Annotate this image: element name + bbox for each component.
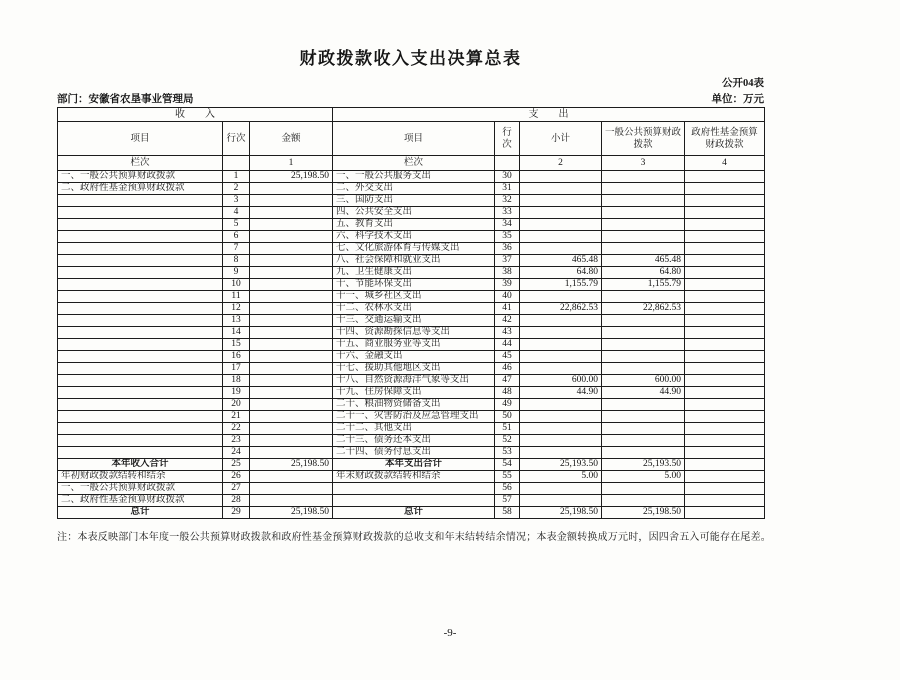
- expenditure-general-cell: 22,862.53: [602, 303, 685, 315]
- income-amount-cell: [250, 387, 333, 399]
- income-amount-cell: [250, 315, 333, 327]
- expenditure-subtotal-cell: [520, 363, 602, 375]
- expenditure-subtotal-cell: 600.00: [520, 375, 602, 387]
- income-amount-cell: [250, 423, 333, 435]
- expenditure-govfund-cell: [685, 459, 765, 471]
- income-item-cell: [58, 435, 223, 447]
- expenditure-govfund-cell: [685, 375, 765, 387]
- expenditure-line-cell: 34: [495, 219, 520, 231]
- income-amount-cell: [250, 195, 333, 207]
- expenditure-subtotal-cell: [520, 435, 602, 447]
- expenditure-line-cell: 38: [495, 267, 520, 279]
- table-row: [58, 267, 765, 279]
- income-amount-cell: [250, 267, 333, 279]
- income-line-cell: 26: [223, 471, 250, 483]
- table-row: [58, 471, 765, 483]
- table-body: [58, 171, 765, 519]
- income-line-header: 行次: [223, 122, 250, 156]
- expenditure-govfund-cell: [685, 363, 765, 375]
- income-item-cell: [58, 291, 223, 303]
- income-amount-cell: [250, 243, 333, 255]
- income-item-cell: [58, 447, 223, 459]
- expenditure-item-cell: 年末财政拨款结转和结余: [333, 471, 495, 483]
- income-line-cell: 6: [223, 231, 250, 243]
- expenditure-govfund-cell: [685, 315, 765, 327]
- column-header-row: [58, 122, 765, 156]
- expenditure-item-cell: 九、卫生健康支出: [333, 267, 495, 279]
- income-line-cell: 18: [223, 375, 250, 387]
- expenditure-line-cell: 47: [495, 375, 520, 387]
- expenditure-line-cell: 46: [495, 363, 520, 375]
- income-line-cell: 14: [223, 327, 250, 339]
- income-amount-cell: [250, 399, 333, 411]
- expenditure-line-cell: 31: [495, 183, 520, 195]
- expenditure-section-header: 支 出: [333, 108, 765, 122]
- income-line-cell: 1: [223, 171, 250, 183]
- expenditure-subtotal-cell: [520, 315, 602, 327]
- table-row: [58, 279, 765, 291]
- expenditure-subtotal-cell: 44.90: [520, 387, 602, 399]
- income-amount-cell: [250, 207, 333, 219]
- meta-line: [57, 91, 764, 106]
- expenditure-line-cell: 32: [495, 195, 520, 207]
- table-row: [58, 195, 765, 207]
- expenditure-govfund-cell: [685, 303, 765, 315]
- expenditure-line-cell: 33: [495, 207, 520, 219]
- expenditure-govfund-cell: [685, 195, 765, 207]
- expenditure-general-cell: 44.90: [602, 387, 685, 399]
- final-accounts-table: [57, 107, 765, 519]
- income-amount-cell: [250, 291, 333, 303]
- expenditure-general-cell: [602, 435, 685, 447]
- expenditure-line-cell: 37: [495, 255, 520, 267]
- expenditure-govfund-cell: [685, 387, 765, 399]
- document-sheet: [57, 44, 771, 543]
- table-row: [58, 483, 765, 495]
- expenditure-general-cell: [602, 351, 685, 363]
- income-amount-cell: [250, 303, 333, 315]
- income-item-cell: [58, 255, 223, 267]
- expenditure-item-cell: 五、教育支出: [333, 219, 495, 231]
- table-row: [58, 507, 765, 519]
- table-row: [58, 243, 765, 255]
- expenditure-line-cell: 53: [495, 447, 520, 459]
- income-amount-cell: [250, 231, 333, 243]
- table-row: [58, 363, 765, 375]
- expenditure-subtotal-cell: [520, 231, 602, 243]
- income-amount-cell: [250, 495, 333, 507]
- income-item-cell: [58, 387, 223, 399]
- expenditure-general-cell: [602, 339, 685, 351]
- table-row: [58, 315, 765, 327]
- income-item-cell: 总计: [58, 507, 223, 519]
- table-row: [58, 291, 765, 303]
- expenditure-govfund-cell: [685, 471, 765, 483]
- income-item-header: 项目: [58, 122, 223, 156]
- income-line-cell: 19: [223, 387, 250, 399]
- expenditure-line-cell: 51: [495, 423, 520, 435]
- expenditure-line-cell: 36: [495, 243, 520, 255]
- income-line-cell: 7: [223, 243, 250, 255]
- expenditure-govfund-cell: [685, 447, 765, 459]
- income-line-cell: 20: [223, 399, 250, 411]
- income-item-cell: [58, 351, 223, 363]
- expenditure-general-cell: [602, 447, 685, 459]
- expenditure-item-cell: 十三、交通运输支出: [333, 315, 495, 327]
- income-line-cell: 5: [223, 219, 250, 231]
- expenditure-item-header: 项目: [333, 122, 495, 156]
- expenditure-govfund-cell: [685, 219, 765, 231]
- table-row: [58, 447, 765, 459]
- table-row: [58, 231, 765, 243]
- column-index-row: [58, 156, 765, 171]
- expenditure-line-cell: 39: [495, 279, 520, 291]
- expenditure-govfund-cell: [685, 411, 765, 423]
- expenditure-subtotal-cell: [520, 183, 602, 195]
- expenditure-govfund-index: 4: [685, 156, 765, 171]
- expenditure-subtotal-cell: [520, 399, 602, 411]
- expenditure-item-cell: 二十三、债务还本支出: [333, 435, 495, 447]
- expenditure-general-budget-header: 一般公共预算财政拨款: [602, 122, 685, 156]
- income-item-cell: 二、政府性基金预算财政拨款: [58, 183, 223, 195]
- expenditure-govfund-cell: [685, 231, 765, 243]
- income-line-cell: 23: [223, 435, 250, 447]
- income-line-cell: 17: [223, 363, 250, 375]
- table-row: [58, 219, 765, 231]
- income-item-index: 栏次: [58, 156, 223, 171]
- income-item-cell: [58, 423, 223, 435]
- income-item-cell: 本年收入合计: [58, 459, 223, 471]
- income-item-cell: [58, 267, 223, 279]
- expenditure-line-cell: 40: [495, 291, 520, 303]
- expenditure-item-index: 栏次: [333, 156, 495, 171]
- expenditure-subtotal-cell: [520, 291, 602, 303]
- department-label: 部门：安徽省农垦事业管理局: [57, 94, 194, 105]
- expenditure-subtotal-header: 小计: [520, 122, 602, 156]
- expenditure-line-cell: 45: [495, 351, 520, 363]
- expenditure-item-cell: 二、外交支出: [333, 183, 495, 195]
- income-item-cell: 一、一般公共预算财政拨款: [58, 483, 223, 495]
- expenditure-govfund-cell: [685, 495, 765, 507]
- expenditure-general-cell: [602, 243, 685, 255]
- table-row: [58, 207, 765, 219]
- income-item-cell: [58, 375, 223, 387]
- income-line-cell: 3: [223, 195, 250, 207]
- expenditure-general-cell: [602, 207, 685, 219]
- expenditure-govfund-cell: [685, 435, 765, 447]
- expenditure-general-index: 3: [602, 156, 685, 171]
- expenditure-item-cell: 二十一、灾害防治及应急管理支出: [333, 411, 495, 423]
- expenditure-general-cell: 64.80: [602, 267, 685, 279]
- income-amount-cell: [250, 483, 333, 495]
- income-item-cell: [58, 207, 223, 219]
- expenditure-govfund-cell: [685, 279, 765, 291]
- expenditure-line-cell: 35: [495, 231, 520, 243]
- expenditure-item-cell: 十九、住房保障支出: [333, 387, 495, 399]
- expenditure-general-cell: [602, 495, 685, 507]
- expenditure-general-cell: [602, 399, 685, 411]
- expenditure-subtotal-cell: [520, 447, 602, 459]
- expenditure-govfund-cell: [685, 243, 765, 255]
- table-row: [58, 459, 765, 471]
- expenditure-item-cell: 十八、自然资源海洋气象等支出: [333, 375, 495, 387]
- expenditure-govfund-cell: [685, 507, 765, 519]
- income-line-cell: 27: [223, 483, 250, 495]
- expenditure-line-cell: 50: [495, 411, 520, 423]
- expenditure-subtotal-cell: 465.48: [520, 255, 602, 267]
- income-amount-header: 金额: [250, 122, 333, 156]
- expenditure-line-cell: 52: [495, 435, 520, 447]
- income-item-cell: [58, 339, 223, 351]
- expenditure-line-cell: 49: [495, 399, 520, 411]
- income-amount-cell: 25,198.50: [250, 459, 333, 471]
- expenditure-line-cell: 58: [495, 507, 520, 519]
- expenditure-subtotal-cell: [520, 423, 602, 435]
- expenditure-item-cell: 二十、粮油物资储备支出: [333, 399, 495, 411]
- expenditure-item-cell: 十一、城乡社区支出: [333, 291, 495, 303]
- income-amount-cell: [250, 255, 333, 267]
- income-item-cell: 年初财政拨款结转和结余: [58, 471, 223, 483]
- expenditure-line-index: [495, 156, 520, 171]
- income-item-cell: [58, 195, 223, 207]
- document-page: [0, 44, 900, 680]
- expenditure-govfund-cell: [685, 291, 765, 303]
- expenditure-line-cell: 30: [495, 171, 520, 183]
- expenditure-item-cell: 十七、援助其他地区支出: [333, 363, 495, 375]
- income-amount-cell: [250, 447, 333, 459]
- expenditure-govfund-budget-header: 政府性基金预算财政拨款: [685, 122, 765, 156]
- expenditure-line-cell: 56: [495, 483, 520, 495]
- table-row: [58, 255, 765, 267]
- income-line-index: [223, 156, 250, 171]
- expenditure-general-cell: [602, 231, 685, 243]
- expenditure-govfund-cell: [685, 255, 765, 267]
- expenditure-item-cell: 本年支出合计: [333, 459, 495, 471]
- income-line-cell: 9: [223, 267, 250, 279]
- expenditure-general-cell: 465.48: [602, 255, 685, 267]
- expenditure-govfund-cell: [685, 339, 765, 351]
- expenditure-general-cell: [602, 327, 685, 339]
- footnote: 注：本表反映部门本年度一般公共预算财政拨款和政府性基金预算财政拨款的总收支和年末结转结余情况；本表金额转换成万元时，因四舍五入可能存在尾差。: [57, 532, 771, 543]
- expenditure-line-cell: 57: [495, 495, 520, 507]
- expenditure-item-cell: 四、公共安全支出: [333, 207, 495, 219]
- expenditure-item-cell: 总计: [333, 507, 495, 519]
- table-row: [58, 423, 765, 435]
- expenditure-general-cell: [602, 219, 685, 231]
- income-item-cell: [58, 315, 223, 327]
- income-line-cell: 16: [223, 351, 250, 363]
- table-row: [58, 339, 765, 351]
- expenditure-item-cell: 十二、农林水支出: [333, 303, 495, 315]
- income-line-cell: 2: [223, 183, 250, 195]
- income-amount-index: 1: [250, 156, 333, 171]
- table-row: [58, 183, 765, 195]
- table-row: [58, 435, 765, 447]
- table-row: [58, 495, 765, 507]
- income-item-cell: [58, 219, 223, 231]
- expenditure-general-cell: [602, 423, 685, 435]
- expenditure-subtotal-cell: 25,198.50: [520, 507, 602, 519]
- income-item-cell: [58, 243, 223, 255]
- expenditure-line-header: 行次: [495, 122, 520, 156]
- expenditure-general-cell: 1,155.79: [602, 279, 685, 291]
- expenditure-subtotal-cell: [520, 483, 602, 495]
- income-line-cell: 13: [223, 315, 250, 327]
- expenditure-item-cell: 十四、资源勘探信息等支出: [333, 327, 495, 339]
- expenditure-general-cell: 600.00: [602, 375, 685, 387]
- expenditure-general-cell: 5.00: [602, 471, 685, 483]
- table-row: [58, 303, 765, 315]
- expenditure-item-cell: 十、节能环保支出: [333, 279, 495, 291]
- expenditure-item-cell: 七、文化旅游体育与传媒支出: [333, 243, 495, 255]
- income-line-cell: 29: [223, 507, 250, 519]
- expenditure-subtotal-cell: 22,862.53: [520, 303, 602, 315]
- expenditure-general-cell: [602, 171, 685, 183]
- expenditure-general-cell: [602, 183, 685, 195]
- income-item-cell: [58, 399, 223, 411]
- income-amount-cell: [250, 351, 333, 363]
- expenditure-subtotal-cell: [520, 411, 602, 423]
- income-amount-cell: [250, 339, 333, 351]
- table-row: [58, 375, 765, 387]
- income-line-cell: 11: [223, 291, 250, 303]
- expenditure-general-cell: 25,198.50: [602, 507, 685, 519]
- expenditure-subtotal-cell: [520, 351, 602, 363]
- expenditure-general-cell: [602, 315, 685, 327]
- income-item-cell: [58, 303, 223, 315]
- income-line-cell: 25: [223, 459, 250, 471]
- expenditure-subtotal-cell: 25,193.50: [520, 459, 602, 471]
- table-row: [58, 399, 765, 411]
- expenditure-subtotal-cell: [520, 207, 602, 219]
- table-row: [58, 351, 765, 363]
- expenditure-line-cell: 41: [495, 303, 520, 315]
- table-row: [58, 171, 765, 183]
- expenditure-subtotal-cell: [520, 195, 602, 207]
- income-line-cell: 15: [223, 339, 250, 351]
- income-amount-cell: [250, 375, 333, 387]
- expenditure-item-cell: 八、社会保障和就业支出: [333, 255, 495, 267]
- table-row: [58, 327, 765, 339]
- income-amount-cell: [250, 471, 333, 483]
- table-row: [58, 411, 765, 423]
- expenditure-govfund-cell: [685, 171, 765, 183]
- income-line-cell: 22: [223, 423, 250, 435]
- expenditure-subtotal-cell: [520, 243, 602, 255]
- expenditure-govfund-cell: [685, 327, 765, 339]
- expenditure-govfund-cell: [685, 183, 765, 195]
- expenditure-subtotal-cell: 1,155.79: [520, 279, 602, 291]
- expenditure-line-cell: 55: [495, 471, 520, 483]
- income-amount-cell: [250, 279, 333, 291]
- expenditure-govfund-cell: [685, 399, 765, 411]
- expenditure-subtotal-cell: [520, 327, 602, 339]
- expenditure-line-cell: 44: [495, 339, 520, 351]
- page-number: -9-: [443, 627, 457, 639]
- expenditure-item-cell: 十六、金融支出: [333, 351, 495, 363]
- expenditure-line-cell: 54: [495, 459, 520, 471]
- income-section-header: 收 入: [58, 108, 333, 122]
- expenditure-general-cell: [602, 195, 685, 207]
- income-amount-cell: [250, 183, 333, 195]
- expenditure-general-cell: [602, 483, 685, 495]
- income-item-cell: [58, 231, 223, 243]
- income-item-cell: [58, 363, 223, 375]
- income-amount-cell: [250, 363, 333, 375]
- expenditure-subtotal-index: 2: [520, 156, 602, 171]
- expenditure-item-cell: 一、一般公共服务支出: [333, 171, 495, 183]
- expenditure-subtotal-cell: [520, 219, 602, 231]
- income-line-cell: 10: [223, 279, 250, 291]
- table-code: 公开04表: [722, 78, 764, 89]
- income-item-cell: 二、政府性基金预算财政拨款: [58, 495, 223, 507]
- expenditure-general-cell: [602, 291, 685, 303]
- expenditure-line-cell: 43: [495, 327, 520, 339]
- expenditure-subtotal-cell: 5.00: [520, 471, 602, 483]
- expenditure-subtotal-cell: [520, 339, 602, 351]
- income-amount-cell: 25,198.50: [250, 507, 333, 519]
- expenditure-govfund-cell: [685, 351, 765, 363]
- expenditure-govfund-cell: [685, 207, 765, 219]
- income-line-cell: 12: [223, 303, 250, 315]
- income-amount-cell: [250, 219, 333, 231]
- expenditure-item-cell: [333, 495, 495, 507]
- section-header-row: [58, 108, 765, 122]
- income-item-cell: 一、一般公共预算财政拨款: [58, 171, 223, 183]
- income-line-cell: 8: [223, 255, 250, 267]
- expenditure-subtotal-cell: 64.80: [520, 267, 602, 279]
- expenditure-item-cell: 二十四、债务付息支出: [333, 447, 495, 459]
- income-line-cell: 28: [223, 495, 250, 507]
- income-item-cell: [58, 411, 223, 423]
- page-title: 财政拨款收入支出决算总表: [299, 49, 522, 68]
- expenditure-item-cell: 六、科学技术支出: [333, 231, 495, 243]
- expenditure-item-cell: 三、国防支出: [333, 195, 495, 207]
- expenditure-line-cell: 48: [495, 387, 520, 399]
- expenditure-subtotal-cell: [520, 495, 602, 507]
- income-line-cell: 4: [223, 207, 250, 219]
- expenditure-item-cell: 十五、商业服务业等支出: [333, 339, 495, 351]
- expenditure-general-cell: 25,193.50: [602, 459, 685, 471]
- income-item-cell: [58, 279, 223, 291]
- expenditure-general-cell: [602, 363, 685, 375]
- expenditure-govfund-cell: [685, 483, 765, 495]
- income-amount-cell: [250, 327, 333, 339]
- expenditure-govfund-cell: [685, 267, 765, 279]
- expenditure-line-cell: 42: [495, 315, 520, 327]
- income-amount-cell: 25,198.50: [250, 171, 333, 183]
- expenditure-general-cell: [602, 411, 685, 423]
- expenditure-item-cell: [333, 483, 495, 495]
- income-line-cell: 24: [223, 447, 250, 459]
- expenditure-subtotal-cell: [520, 171, 602, 183]
- expenditure-item-cell: 二十二、其他支出: [333, 423, 495, 435]
- income-item-cell: [58, 327, 223, 339]
- table-row: [58, 387, 765, 399]
- income-amount-cell: [250, 435, 333, 447]
- expenditure-govfund-cell: [685, 423, 765, 435]
- unit-label: 单位：万元: [711, 94, 764, 105]
- income-line-cell: 21: [223, 411, 250, 423]
- income-amount-cell: [250, 411, 333, 423]
